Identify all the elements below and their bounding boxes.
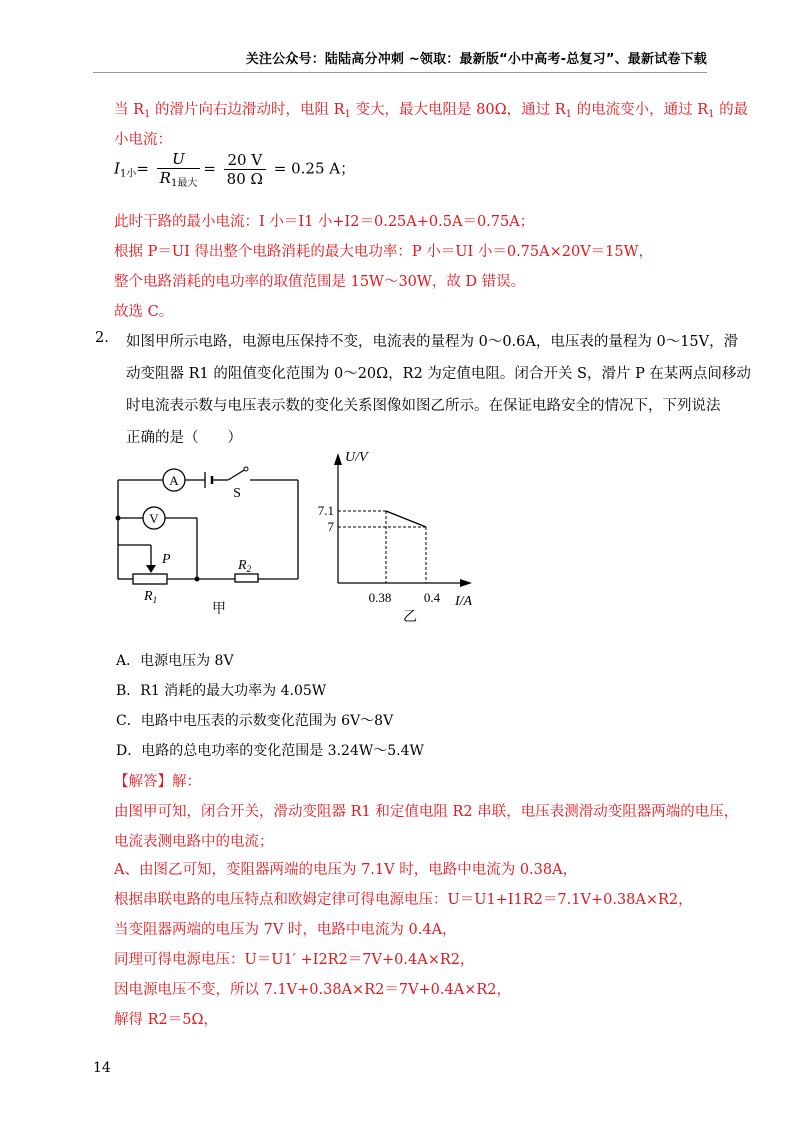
- y-tick-label: 7.1: [317, 503, 334, 518]
- option-a[interactable]: A．电源电压为 8V: [116, 653, 234, 669]
- y-axis-label: U/V: [345, 450, 368, 465]
- page-header: 关注公众号：陆陆高分冲刺 ~领取：最新版“小中高考-总复习”、最新试卷下载: [245, 52, 707, 67]
- answer-heading: 【解答】解：: [114, 774, 201, 790]
- answer-line-1: 由图甲可知，闭合开关，滑动变阻器 R1 和定值电阻 R2 串联，电压表测滑动变阻器两端的电压，: [114, 804, 739, 820]
- answer-line-6: 同理可得电源电压：U＝U1′ +I2R2＝7V+0.4A×R2，: [114, 952, 475, 968]
- prev-solution-line-2: 小电流：: [114, 132, 172, 148]
- y-axis-arrow: [334, 453, 342, 465]
- prev-solution-line-1: 当 $R_1$ 的滑片向右边滑动时，电阻 $R_1$ 变大，最大电阻是 80Ω，通过 $R_1$ 的电流变小，通过 $R_1$ 的最: [114, 102, 749, 120]
- slider-arrow: [146, 565, 156, 573]
- question-line-4: 正确的是（ ）: [126, 430, 242, 446]
- circuit-caption: 甲: [212, 602, 226, 617]
- question-number: 2.: [95, 330, 109, 346]
- prev-solution-line-6: 整个电路消耗的电功率的取值范围是 15W～30W，故 D 错误。: [114, 274, 526, 290]
- x-tick-label: 0.4: [423, 590, 441, 605]
- question-line-3: 时电流表示数与电压表示数的变化关系图像如图乙所示。在保证电路安全的情况下，下列说法: [126, 398, 721, 414]
- option-b[interactable]: B．R1 消耗的最大功率为 4.05W: [116, 683, 327, 699]
- prev-solution-line-5: 根据 P＝UI 得出整个电路消耗的最大电功率：P 小＝UI 小＝0.75A×20V＝15W，: [114, 244, 654, 260]
- x-axis-arrow: [460, 579, 472, 587]
- r1-label: R: [144, 589, 153, 604]
- x-axis-label: I/A: [455, 594, 473, 609]
- slider-label: P: [162, 552, 171, 567]
- voltmeter-label: V: [149, 511, 159, 526]
- r1-sub: 1: [152, 595, 158, 605]
- prev-solution-line-4: 此时干路的最小电流：I 小＝I1 小+I2＝0.25A+0.5A＝0.75A；: [114, 214, 535, 230]
- answer-line-7: 因电源电压不变，所以 7.1V+0.38A×R2＝7V+0.4A×R2，: [114, 982, 512, 998]
- ui-graph: [305, 445, 485, 625]
- svg-text:R1: [143, 589, 157, 605]
- ammeter-label: A: [169, 473, 179, 488]
- option-c[interactable]: C．电路中电压表的示数变化范围为 6V～8V: [116, 713, 394, 729]
- r2-sub: 2: [246, 564, 252, 574]
- header-divider: [93, 72, 707, 73]
- page-number: 14: [93, 1060, 111, 1076]
- answer-line-4: 根据串联电路的电压特点和欧姆定律可得电源电压：U＝U1+I1R2＝7.1V+0.38A×R2，: [114, 892, 693, 908]
- answer-line-5: 当变阻器两端的电压为 7V 时，电路中电流为 0.4A，: [114, 922, 457, 938]
- prev-solution-line-7: 故选 C。: [114, 304, 174, 320]
- graph-caption: 乙: [403, 610, 417, 625]
- svg-text:R2: [237, 558, 252, 574]
- current-formula: $I_{1小}=$ $\frac{U}{R_{1最大}}$ = $\frac{20 V}{80 \Omega}$ = 0.25 A；: [114, 150, 356, 189]
- answer-line-3: A、由图乙可知，变阻器两端的电压为 7.1V 时，电路中电流为 0.38A，: [114, 862, 578, 878]
- r2-label: R: [238, 558, 247, 573]
- circuit-diagram: [100, 455, 315, 620]
- y-tick-label: 7: [327, 519, 334, 534]
- answer-line-8: 解得 R2＝5Ω，: [114, 1012, 218, 1028]
- data-line: [386, 511, 426, 527]
- question-line-2: 动变阻器 R1 的阻值变化范围为 0～20Ω，R2 为定值电阻。闭合开关 S，滑片 P 在某两点间移动: [126, 366, 751, 382]
- question-line-1: 如图甲所示电路，电源电压保持不变，电流表的量程为 0～0.6A，电压表的量程为 0～15V，滑: [126, 334, 739, 350]
- answer-line-2: 电流表测电路中的电流；: [114, 834, 274, 850]
- switch-label: S: [233, 486, 241, 501]
- option-d[interactable]: D．电路的总电功率的变化范围是 3.24W～5.4W: [116, 743, 424, 759]
- x-tick-label: 0.38: [368, 590, 392, 605]
